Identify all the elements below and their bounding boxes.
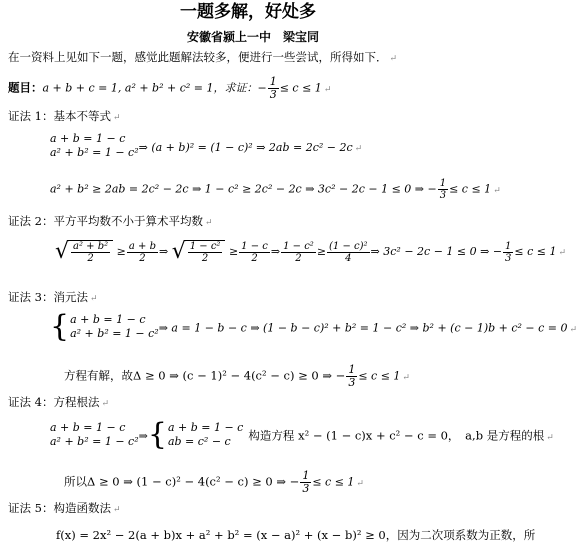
proof3-conclusion: 方程有解，故Δ ≥ 0 ⇒ (c − 1)² − 4(c² − c) ≥ 0 ⇒ − $\frac{1}{3}$ ≤ c ≤ 1 ↵: [64, 363, 410, 390]
return-icon: ↵: [389, 54, 398, 64]
page-title: 一题多解，好处多: [180, 2, 316, 22]
proof5-line: f(x) = 2x² − 2(a + b)x + a² + b² = (x − a)² + (x − b)² ≥ 0，因为二次项系数为正数，所: [56, 528, 536, 542]
proof4-construct: 构造方程 x² − (1 − c)x + c² − c = 0， a,b 是方程的根: [248, 428, 545, 443]
proof1-system: a + b = 1 − c a² + b² = 1 − c² ⇒ (a + b)² = (1 − c)² ⇒ 2ab = 2c² − 2c ↵: [50, 132, 363, 160]
proof5-heading: 证法 5：构造函数法 ↵: [8, 501, 121, 515]
proof3-heading: 证法 3：消元法 ↵: [8, 290, 98, 304]
problem-given: a + b + c = 1, a² + b² + c² = 1，求证：: [42, 81, 258, 95]
intro-text: 在一资料上见如下一题，感觉此题解法较多，便进行一些尝试，所得如下． ↵: [8, 50, 398, 64]
problem-statement: 题目：a + b + c = 1, a² + b² + c² = 1，求证：− $\frac{1}{3}$ ≤ c ≤ 1 ↵: [8, 75, 332, 102]
proof4-system: a + b = 1 − c a² + b² = 1 − c² ⇒{ a + b = 1 − c ab = c² − c 构造方程 x² − (1 − c)x + c² − c = 0， a,b 是方程的根 ↵: [50, 417, 554, 452]
proof4-conclusion: 所以Δ ≥ 0 ⇒ (1 − c)² − 4(c² − c) ≥ 0 ⇒ − $\frac{1}{3}$ ≤ c ≤ 1 ↵: [64, 469, 364, 496]
proof2-heading: 证法 2：平方平均数不小于算术平均数 ↵: [8, 214, 213, 228]
author-line: 安徽省颍上一中 梁宝同: [187, 30, 320, 44]
proof1-conclusion: a² + b² ≥ 2ab = 2c² − 2c ⇒ 1 − c² ≥ 2c² − 2c ⇒ 3c² − 2c − 1 ≤ 0 ⇒ − $\frac{1}{3}$ ≤ c ≤ 1 ↵: [50, 178, 501, 201]
proof1-heading: 证法 1：基本不等式 ↵: [8, 109, 121, 123]
proof4-heading: 证法 4：方程根法 ↵: [8, 395, 110, 409]
problem-fraction: $\frac{1}{3}$: [269, 75, 277, 102]
proof3-system: { a + b = 1 − c a² + b² = 1 − c² ⇒ a = 1 − b − c ⇒ (1 − b − c)² + b² = 1 − c² ⇒ b² + (c − 1)b + c² − c = 0 ↵: [50, 309, 577, 344]
problem-label: 题目：: [8, 80, 43, 95]
proof2-chain: √ $\frac{\text{a² + b²}}{2}$ ≥ $\frac{a + b}{2}$ ⇒ √ $\frac{\text{1 − c²}}{2}$ ≥ $\frac{1 - c}{2}$ ⇒ $\frac{\text{1 − c²}}{2}$ ≥ $\frac{\text{(1 − c)²}}{4}$ ⇒ 3c² − 2c − 1 ≤ 0 ⇒ − $\frac{1}{3}$ ≤ c ≤ 1 ↵: [55, 239, 567, 264]
